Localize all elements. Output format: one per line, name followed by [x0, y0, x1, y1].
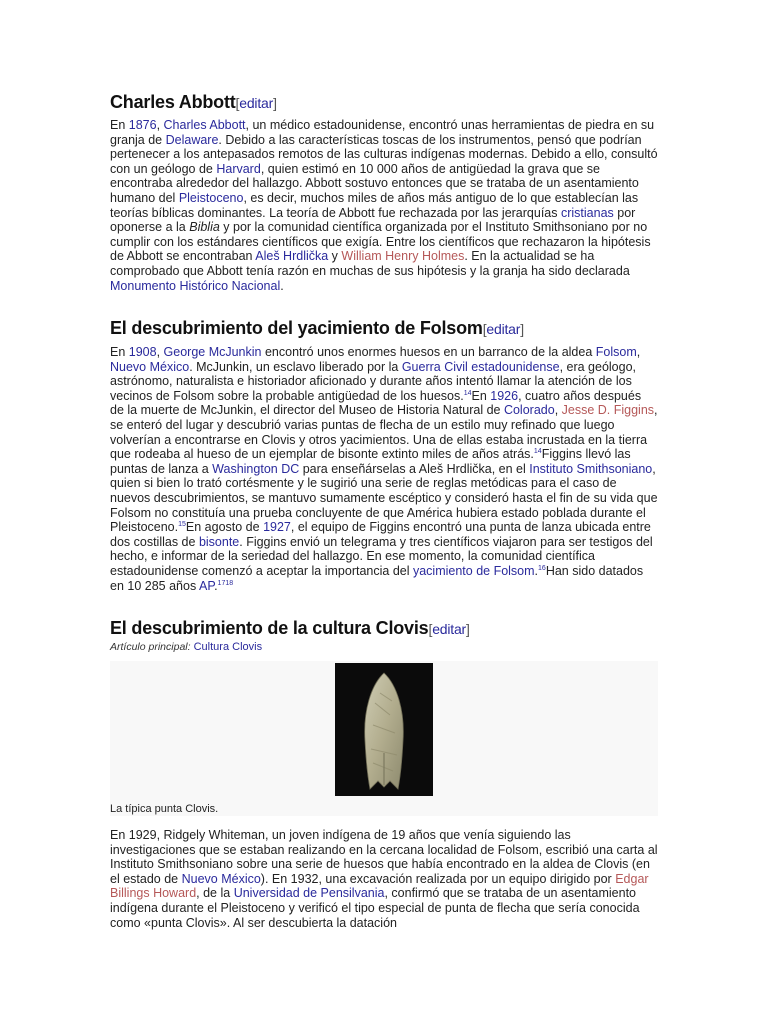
edit-link-abbott[interactable]: editar [239, 95, 274, 111]
inline-link[interactable]: Aleš Hrdlička [255, 249, 329, 264]
inline-link[interactable]: Nuevo México [181, 871, 261, 886]
section-heading-clovis: El descubrimiento de la cultura Clovis[editar] [110, 618, 470, 638]
text-run: . En la actualidad se ha comprobado que Abbott tenía razón en muchas de sus hipótesis y la granja ha sido declarada [110, 249, 630, 278]
text-run: En agosto de [185, 520, 264, 535]
inline-link[interactable]: 1876 [128, 118, 157, 132]
text-run: , [156, 118, 164, 132]
text-run: encontró unos enormes huesos en un barranco de la aldea [261, 345, 596, 359]
text-run: Figgins llevó las puntas de lanza a [110, 447, 631, 476]
text-run: , cuatro años después de la muerte de McJunkin, el director del Museo de Historia Natural de [110, 388, 642, 418]
inline-link[interactable]: Pleistoceno [178, 190, 244, 205]
inline-link[interactable]: Delaware [165, 132, 219, 147]
inline-link[interactable]: Harvard [216, 161, 261, 176]
inline-link[interactable]: bisonte [198, 534, 240, 549]
inline-link[interactable]: Universidad de Pensilvania [233, 886, 385, 901]
text-run: , quien si bien lo trató cortésmente y le sugirió una serie de reglas metódicas para el caso de nuevos descubrimientos, se mantuvo sumamente escéptico y consideró hasta el fin de su vida que Folsom no constituía una prueba concluyente de que América hubiera estado poblada durante el Pleistoceno. [110, 461, 658, 535]
reference-link[interactable]: 14 [463, 389, 472, 397]
clovis-point-image[interactable] [335, 663, 433, 796]
figure-caption: La típica punta Clovis. [110, 803, 219, 815]
inline-link[interactable]: Jesse D. Figgins [561, 403, 655, 418]
text-run: . [214, 578, 218, 593]
text-run: , quien estimó en 10 000 años de antigüedad la grava que se encontraba alrededor del hallazgo. Abbott sostuvo entonces que se trataba de un asentamiento humano del [110, 161, 639, 205]
inline-link[interactable]: yacimiento de Folsom [412, 563, 535, 578]
reference-link[interactable]: 15 [178, 520, 186, 528]
text-run: y [328, 249, 342, 264]
text-run: , es decir, muchos miles de años más antiguo de lo que establecían las teorías bíblicas dominantes. La teoría de Abbott fue rechazada por las jerarquías [110, 190, 639, 220]
inline-link[interactable]: Instituto Smithsoniano [529, 461, 653, 476]
reference-link[interactable]: 17 [217, 579, 226, 587]
inline-link[interactable]: 1926 [490, 388, 519, 403]
paragraph-abbott [110, 118, 658, 293]
text-run: . McJunkin, un esclavo liberado por la [189, 359, 402, 374]
text-run: , se enteró del lugar y descubrió varias puntas de flecha de un estilo muy refinado que luego volverían a encontrarse en Clovis y otros yacimientos. Una de ellas estaba incrustada en la tierra que rodeaba al hueso de un ejemplar de bisonte extinto miles de años atrás. [110, 403, 658, 462]
figure-clovis-point [110, 661, 658, 816]
main-article-note: Artículo principal: Cultura Clovis [110, 641, 263, 653]
text-run: . Debido a las características toscas de los instrumentos, pensó que podrían pertenecer a los antepasados remotos de las culturas indígenas modernas. Debido a ello, consultó con un geólogo de [110, 132, 658, 176]
section-heading-abbott: Charles Abbott[editar] [110, 92, 277, 112]
text-run: , confirmó que se trataba de un asentamiento indígena durante el Pleistoceno y verificó el tipo especial de punta de flecha que sería conocida como «punta Clovis». Al ser descubierta la datación [110, 886, 640, 930]
reference-link[interactable]: 14 [533, 448, 542, 455]
text-run: , de la [196, 886, 234, 901]
text-run: , [636, 345, 641, 359]
inline-link[interactable]: 1908 [128, 345, 157, 359]
text-run: , un médico estadounidense, encontró unas herramientas de piedra en su granja de [110, 118, 655, 147]
text-run: , [554, 403, 562, 418]
text-run: En [471, 388, 491, 403]
text-run: Han sido datados en 10 285 años [110, 563, 644, 593]
inline-link[interactable]: Edgar Billings Howard [110, 871, 649, 901]
inline-link[interactable]: Nuevo México [110, 359, 190, 374]
inline-link[interactable]: Charles Abbott [163, 118, 246, 132]
text-run: En 1929, Ridgely Whiteman, un joven indígena de 19 años que venía siguiendo las investigaciones que se estaban realizando en la cercana localidad de Folsom, escribió una carta al Instituto Smithsoniano sobre una serie de huesos que había encontrado en la aldea de Clovis (en el estado de [110, 828, 658, 886]
inline-link[interactable]: AP [198, 578, 215, 593]
text-run: y por la comunidad científica organizada por el Instituto Smithsoniano por no cumplir con los estándares científicos que exigía. Entre los científicos que rechazaron la hipótesis de Abbott se encontraban [110, 220, 651, 264]
section-heading-folsom: El descubrimiento del yacimiento de Folsom[editar] [110, 318, 524, 338]
inline-link[interactable]: Washington DC [212, 461, 300, 476]
paragraph-folsom [110, 345, 658, 593]
inline-link[interactable]: Colorado [503, 403, 555, 418]
inline-link[interactable]: Folsom [595, 345, 637, 359]
reference-link[interactable]: 16 [538, 564, 546, 572]
main-article-link[interactable]: Cultura Clovis [193, 641, 263, 653]
edit-link-folsom[interactable]: editar [486, 321, 521, 337]
text-run: En [110, 118, 129, 132]
paragraph-clovis [110, 828, 658, 930]
inline-link[interactable]: William Henry Holmes [341, 249, 465, 264]
text-run: . [534, 563, 539, 578]
inline-link[interactable]: George McJunkin [163, 345, 262, 359]
text-run: . Figgins envió un telegrama y tres científicos viajaron para ser testigos del hecho, e informar de la seriedad del hallazgo. En ese momento, la comunidad científica estadounidense comenzó a aceptar la importancia del [110, 534, 653, 578]
text-run: ). En 1932, una excavación realizada por un equipo dirigido por [260, 871, 616, 886]
edit-link-clovis[interactable]: editar [432, 621, 467, 637]
inline-link[interactable]: cristianas [560, 205, 614, 220]
text-run: , [156, 345, 164, 359]
text-run: En [110, 345, 129, 359]
text-run: , el equipo de Figgins encontró una punta de lanza ubicada entre dos costillas de [110, 520, 651, 549]
inline-link[interactable]: Monumento Histórico Nacional [110, 278, 281, 293]
text-run: . [280, 278, 284, 293]
reference-link[interactable]: 18 [225, 579, 234, 587]
italic-text: Biblia [189, 220, 220, 235]
inline-link[interactable]: Guerra Civil estadounidense [401, 359, 560, 374]
text-run: , era geólogo, astrónomo, naturalista e historiador aficionado y durante años intentó llamar la atención de los vecinos de Folsom sobre la probable antigüedad de los huesos. [110, 359, 637, 403]
inline-link[interactable]: 1927 [263, 520, 291, 535]
clovis-point-icon [335, 663, 433, 796]
text-run: por oponerse a la [110, 205, 636, 235]
text-run: para enseñárselas a Aleš Hrdlička, en el [299, 461, 530, 476]
